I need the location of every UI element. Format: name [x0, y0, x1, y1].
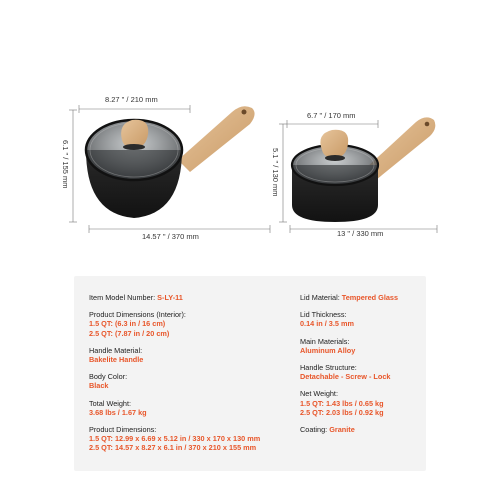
spec-value: Black	[89, 381, 109, 391]
small-lid-knob	[320, 130, 348, 158]
spec-model	[89, 293, 294, 302]
spec-label: Handle Structure:	[300, 363, 357, 373]
large-pot-handle	[178, 106, 255, 172]
spec-value: 3.68 lbs / 1.67 kg	[89, 407, 147, 417]
spec-total-weight	[89, 399, 294, 417]
spec-value: Bakelite Handle	[89, 355, 144, 365]
spec-value: 1.5 QT: 1.43 lbs / 0.65 kg	[300, 398, 384, 408]
spec-value: 2.5 QT: 2.03 lbs / 0.92 kg	[300, 407, 384, 417]
spec-card	[74, 276, 426, 471]
spec-value: S-LY-11	[157, 293, 183, 302]
spec-value: 2.5 QT: 14.57 x 8.27 x 6.1 in / 370 x 210 x 155 mm	[89, 443, 257, 453]
spec-label: Net Weight:	[300, 389, 338, 399]
small-saucepan	[292, 117, 435, 222]
spec-lid-thickness	[300, 310, 422, 328]
spec-value: 1.5 QT: 12.99 x 6.69 x 5.12 in / 330 x 170 x 130 mm	[89, 434, 261, 444]
small-length-label: 13 " / 330 mm	[337, 229, 384, 238]
spec-value: Tempered Glass	[341, 293, 399, 302]
spec-label: Coating:	[300, 425, 328, 435]
spec-column-left	[89, 293, 294, 461]
spec-product-dimensions	[89, 425, 294, 453]
large-saucepan	[86, 106, 255, 218]
spec-body-color	[89, 372, 294, 390]
small-height-label: 5.1 " / 130 mm	[271, 148, 280, 197]
large-diameter-label: 8.27 " / 210 mm	[105, 95, 158, 104]
spec-value: Detachable - Screw - Lock	[300, 372, 391, 382]
spec-label: Product Dimensions (Interior):	[89, 310, 186, 320]
spec-value: 1.5 QT: (6.3 in / 16 cm)	[89, 319, 166, 329]
large-length-label: 14.57 " / 370 mm	[142, 232, 199, 241]
spec-value: Aluminum Alloy	[300, 345, 356, 355]
spec-label: Lid Thickness:	[300, 310, 347, 320]
spec-label: Lid Material:	[300, 293, 340, 302]
spec-main-materials	[300, 337, 422, 355]
spec-label: Body Color:	[89, 372, 128, 382]
spec-column-right	[300, 293, 422, 442]
spec-label: Item Model Number:	[89, 293, 156, 302]
small-handle-hole	[425, 122, 430, 127]
spec-label: Main Materials:	[300, 336, 350, 346]
spec-label: Total Weight:	[89, 398, 132, 408]
spec-coating	[300, 425, 422, 434]
spec-label: Handle Material:	[89, 345, 143, 355]
spec-interior-dimensions	[89, 310, 294, 338]
spec-lid-material	[300, 293, 422, 302]
large-lid-knob	[121, 120, 148, 148]
spec-value: Granite	[329, 425, 355, 435]
small-diameter-label: 6.7 " / 170 mm	[307, 111, 356, 120]
spec-handle-structure	[300, 363, 422, 381]
spec-net-weight	[300, 389, 422, 417]
spec-value: 0.14 in / 3.5 mm	[300, 319, 354, 329]
spec-handle-material	[89, 346, 294, 364]
spec-value: 2.5 QT: (7.87 in / 20 cm)	[89, 328, 170, 338]
large-height-label: 6.1 " / 155 mm	[61, 140, 70, 189]
spec-label: Product Dimensions:	[89, 425, 157, 435]
large-handle-hole	[242, 110, 247, 115]
